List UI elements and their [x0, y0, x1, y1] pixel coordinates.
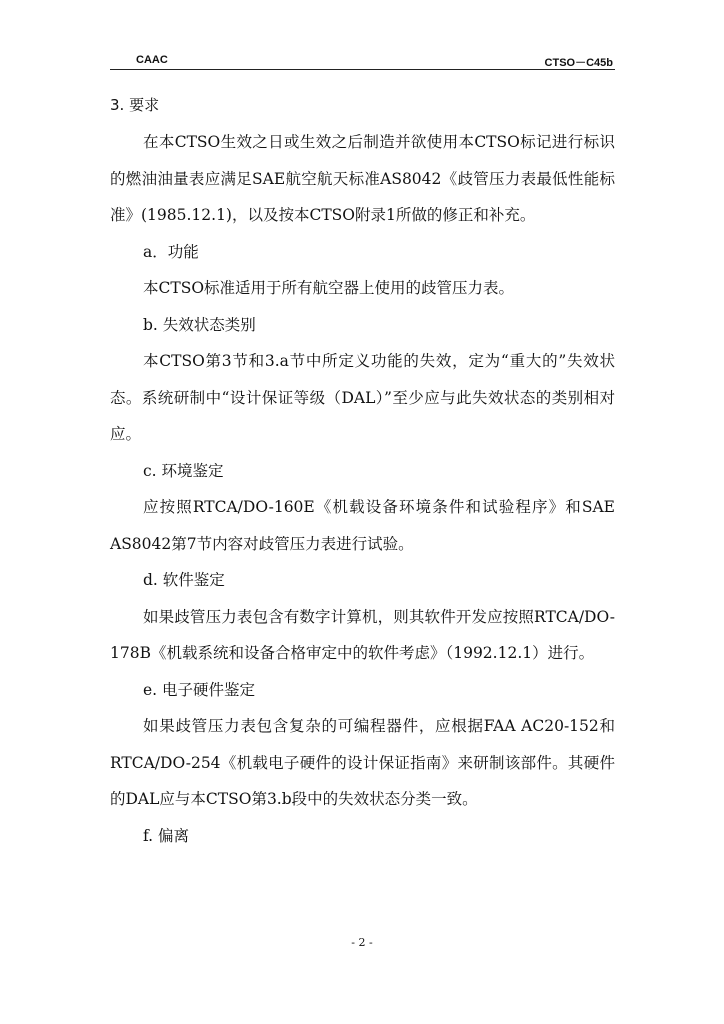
subheading-software: d. 软件鉴定 [143, 571, 225, 589]
paragraph-environment: 应按照RTCA/DO-160E《机载设备环境条件和试验程序》和SAE AS8042第7节内容对歧管压力表进行试验。 [110, 498, 615, 553]
subheading-function: a．功能 [143, 242, 199, 261]
header-doc-number: CTSO－C45b [544, 57, 613, 69]
paragraph-intro: 在本CTSO生效之日或生效之后制造并欲使用本CTSO标记进行标识的燃油油量表应满足SAE航空航天标准AS8042《歧管压力表最低性能标准》(1985.12.1)，以及按本CTSO附录1所做的修正和补充。 [110, 133, 615, 224]
page-header [110, 52, 615, 70]
page-number: - 2 - [351, 936, 373, 949]
section-title: 3. 要求 [110, 96, 160, 114]
document-body [110, 86, 615, 854]
header-divider [110, 69, 615, 70]
subheading-hardware: e. 电子硬件鉴定 [143, 680, 256, 699]
header-agency: CAAC [136, 54, 168, 66]
paragraph-function: 本CTSO标准适用于所有航空器上使用的歧管压力表。 [143, 279, 515, 297]
subheading-deviation: f. 偏离 [143, 826, 190, 845]
paragraph-hardware: 如果歧管压力表包含复杂的可编程器件，应根据FAA AC20-152和 RTCA/DO-254《机载电子硬件的设计保证指南》来研制该部件。其硬件的DAL应与本CTSO第3.b段中的失效状态分类一致。 [110, 717, 615, 808]
paragraph-software: 如果歧管压力表包含有数字计算机，则其软件开发应按照RTCA/DO-178B《机载系统和设备合格审定中的软件考虑》（1992.12.1）进行。 [110, 607, 615, 662]
subheading-failure-condition: b. 失效状态类别 [143, 315, 256, 334]
subheading-environment: c. 环境鉴定 [143, 461, 224, 480]
paragraph-failure-condition: 本CTSO第3节和3.a节中所定义功能的失效，定为“重大的”失效状态。系统研制中“设计保证等级（DAL）”至少应与此失效状态的类别相对应。 [110, 352, 615, 443]
